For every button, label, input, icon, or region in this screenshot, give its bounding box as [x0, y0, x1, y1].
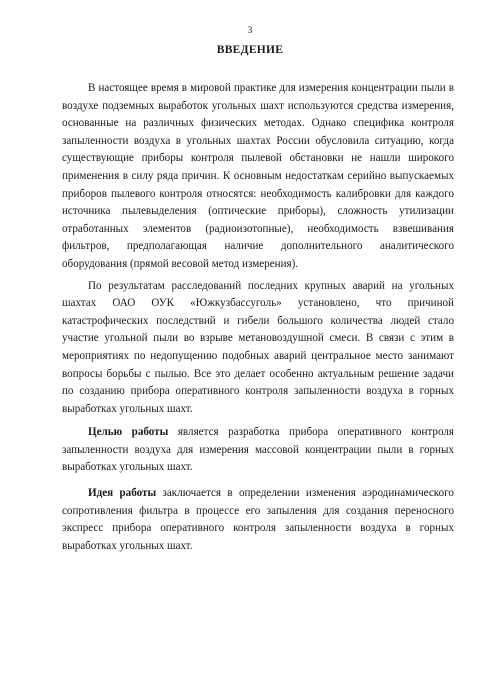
section-title: ВВЕДЕНИЕ [216, 44, 284, 56]
paragraph-intro: В настоящее время в мировой практике для измерения концентрации пыли в воздухе подземных выработок угольных шахт используются средства измерения, основанные на различных физических методах. Однако специфика контроля запыленности воздуха в угольных шахтах России обусловила ситуацию, когда существующие приборы контроля пылевой обстановки не нашли широкого применения в силу ряда причин. К основным недостаткам серийно выпускаемых приборов пылевого контроля относятся: необходимость калибровки для каждого источника пылевыделения (оптические приборы), сложность утилизации отработанных элементов (радиоизотопные), необходимость взвешивания фильтров, предполагающая наличие дополнительного аналитического оборудования (прямой весовой метод измерения). [62, 82, 454, 270]
paragraph-investigations: По результатам расследований последних крупных аварий на угольных шахтах ОАО ОУК «Южкузбассуголь» установлено, что причиной катастрофических последствий и гибели большого количества людей стало участие угольной пыли во взрыве метановоздушной смеси. В связи с этим в мероприятиях по недопущению подобных аварий центральное место занимают вопросы борьбы с пылью. Все это делает особенно актуальным решение задачи по созданию прибора оперативного контроля запыленности воздуха в горных выработках угольных шахт. [62, 279, 454, 415]
document-body [62, 80, 454, 555]
idea-lead: Идея работы [88, 487, 157, 500]
idea-text: заключается в определении изменения аэродинамического сопротивления фильтра в процессе его запыления для создания переносного экспресс прибора оперативного контроля запыленности воздуха в горных выработках угольных шахт. [62, 487, 454, 552]
goal-text: является разработка прибора оперативного контроля запыленности воздуха для измерения массовой концентрации пыли в горных выработках угольных шахт. [62, 426, 454, 474]
goal-lead: Целью работы [88, 426, 169, 439]
page-number: 3 [247, 26, 253, 36]
paragraph-goal [62, 424, 454, 477]
paragraph-idea [62, 485, 454, 555]
